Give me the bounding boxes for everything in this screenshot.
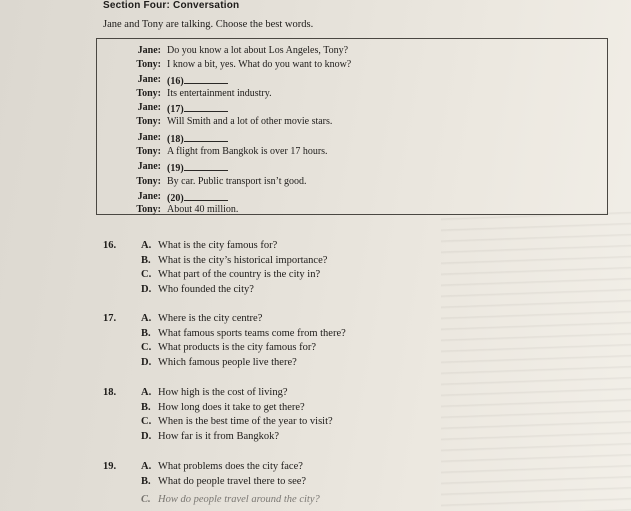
option-text: How long does it take to get there? <box>158 402 305 413</box>
option-text: Which famous people live there? <box>158 357 297 368</box>
question-number: 16. <box>103 240 117 251</box>
answer-option[interactable] <box>141 269 320 280</box>
utterance: Its entertainment industry. <box>167 88 272 99</box>
blank-number: (17) <box>167 104 184 115</box>
option-letter: B. <box>141 476 151 487</box>
answer-blank[interactable] <box>184 132 228 142</box>
option-letter: A. <box>141 461 152 472</box>
bleed-through-texture <box>441 210 631 511</box>
speaker: Jane: <box>137 161 161 172</box>
speaker: Tony: <box>136 88 161 99</box>
option-letter: C. <box>141 269 152 280</box>
answer-blank[interactable] <box>184 161 228 171</box>
option-text: How do people travel around the city? <box>158 494 320 505</box>
option-letter: D. <box>141 284 152 295</box>
blank-line <box>167 102 228 115</box>
section-title: Section Four: Conversation <box>103 0 240 11</box>
speaker: Tony: <box>136 204 161 215</box>
option-letter: D. <box>141 431 152 442</box>
answer-option[interactable] <box>141 284 254 295</box>
answer-option[interactable] <box>141 313 262 324</box>
utterance: A flight from Bangkok is over 17 hours. <box>167 146 328 157</box>
instructions: Jane and Tony are talking. Choose the best words. <box>103 19 314 30</box>
question-number: 18. <box>103 387 117 398</box>
option-text: How far is it from Bangkok? <box>158 431 280 442</box>
answer-option[interactable] <box>141 255 327 266</box>
option-text: What do people travel there to see? <box>158 476 307 487</box>
answer-option[interactable] <box>141 461 303 472</box>
dialogue-box <box>96 38 608 215</box>
blank-line <box>167 74 228 87</box>
speaker: Jane: <box>137 102 161 113</box>
blank-line <box>167 161 228 174</box>
answer-blank[interactable] <box>184 191 228 201</box>
option-text: What products is the city famous for? <box>158 342 317 353</box>
answer-option[interactable] <box>141 240 277 251</box>
speaker: Tony: <box>136 116 161 127</box>
speaker: Jane: <box>137 45 161 56</box>
option-letter: D. <box>141 357 152 368</box>
option-letter: A. <box>141 313 152 324</box>
answer-option[interactable] <box>141 416 333 427</box>
question-number: 19. <box>103 461 117 472</box>
option-text: Where is the city centre? <box>158 313 263 324</box>
option-text: What is the city famous for? <box>158 240 278 251</box>
utterance: Will Smith and a lot of other movie stars. <box>167 116 333 127</box>
option-text: What part of the country is the city in? <box>158 269 321 280</box>
answer-option[interactable] <box>141 431 279 442</box>
option-text: What famous sports teams come from there? <box>158 328 346 339</box>
blank-line <box>167 191 228 204</box>
utterance: I know a bit, yes. What do you want to know? <box>167 59 352 70</box>
option-text: What is the city’s historical importance? <box>158 255 328 266</box>
answer-blank[interactable] <box>184 102 228 112</box>
speaker: Jane: <box>137 74 161 85</box>
speaker: Tony: <box>136 146 161 157</box>
utterance: About 40 million. <box>167 204 239 215</box>
option-letter: B. <box>141 255 151 266</box>
blank-number: (19) <box>167 163 184 174</box>
answer-option[interactable] <box>141 342 316 353</box>
blank-number: (16) <box>167 76 184 87</box>
answer-option[interactable] <box>141 402 305 413</box>
blank-line <box>167 132 228 145</box>
speaker: Jane: <box>137 191 161 202</box>
utterance: Do you know a lot about Los Angeles, Tony? <box>167 45 349 56</box>
answer-option[interactable] <box>141 387 288 398</box>
answer-option[interactable] <box>141 476 306 487</box>
option-letter: C. <box>141 342 152 353</box>
question-number: 17. <box>103 313 117 324</box>
utterance: By car. Public transport isn’t good. <box>167 176 307 187</box>
answer-option[interactable] <box>141 494 320 505</box>
answer-blank[interactable] <box>184 74 228 84</box>
option-letter: B. <box>141 328 151 339</box>
option-letter: A. <box>141 240 152 251</box>
option-letter: C. <box>141 416 152 427</box>
option-letter: C. <box>141 494 151 505</box>
option-text: Who founded the city? <box>158 284 254 295</box>
blank-number: (18) <box>167 134 184 145</box>
option-letter: B. <box>141 402 151 413</box>
option-text: When is the best time of the year to visit? <box>158 416 333 427</box>
option-text: How high is the cost of living? <box>158 387 288 398</box>
option-text: What problems does the city face? <box>158 461 303 472</box>
answer-option[interactable] <box>141 328 346 339</box>
speaker: Tony: <box>136 59 161 70</box>
option-letter: A. <box>141 387 152 398</box>
speaker: Jane: <box>137 132 161 143</box>
blank-number: (20) <box>167 193 184 204</box>
speaker: Tony: <box>136 176 161 187</box>
answer-option[interactable] <box>141 357 297 368</box>
